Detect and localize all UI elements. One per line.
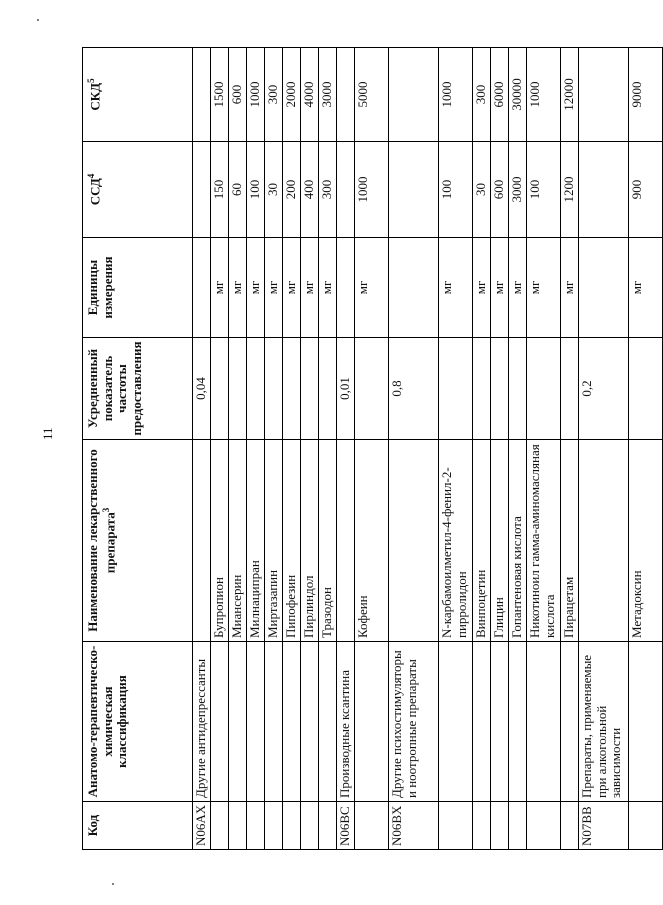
header-ssd-footnote: 4 xyxy=(86,173,96,179)
drug-table xyxy=(82,47,663,850)
cell-unit: мг xyxy=(247,238,265,338)
cell-atc-class xyxy=(561,642,579,802)
cell-frequency xyxy=(283,338,301,440)
cell-frequency xyxy=(265,338,283,440)
cell-code xyxy=(247,802,265,850)
table-row xyxy=(211,48,229,850)
table-row xyxy=(579,48,629,850)
cell-atc-class: Производные ксантина xyxy=(337,642,355,802)
cell-code xyxy=(319,802,337,850)
cell-ssd: 200 xyxy=(283,142,301,238)
cell-drug-name xyxy=(193,440,211,642)
header-skd-text: СКД xyxy=(87,82,103,111)
cell-drug-name: Тразодон xyxy=(319,440,337,642)
table-row xyxy=(629,48,663,850)
cell-unit xyxy=(193,238,211,338)
cell-ssd xyxy=(193,142,211,238)
header-ssd-text: ССД xyxy=(87,178,103,206)
cell-skd xyxy=(389,48,439,142)
cell-ssd: 150 xyxy=(211,142,229,238)
cell-frequency xyxy=(561,338,579,440)
cell-frequency xyxy=(247,338,265,440)
table-header-row xyxy=(83,48,193,850)
cell-code: N07BB xyxy=(579,802,629,850)
cell-frequency xyxy=(355,338,389,440)
cell-drug-name: Никотиноил гамма-аминомасляная кислота xyxy=(527,440,561,642)
cell-ssd: 1200 xyxy=(561,142,579,238)
cell-ssd: 100 xyxy=(527,142,561,238)
cell-drug-name xyxy=(389,440,439,642)
cell-skd xyxy=(193,48,211,142)
cell-code xyxy=(527,802,561,850)
cell-ssd: 1000 xyxy=(355,142,389,238)
cell-atc-class: Другие психостимуляторы и ноотропные препараты xyxy=(389,642,439,802)
cell-code xyxy=(473,802,491,850)
header-ssd xyxy=(83,142,193,238)
cell-ssd: 30 xyxy=(473,142,491,238)
table-row xyxy=(389,48,439,850)
header-skd-footnote: 5 xyxy=(86,78,96,83)
table-body xyxy=(193,48,663,850)
cell-unit: мг xyxy=(629,238,663,338)
cell-atc-class xyxy=(355,642,389,802)
cell-drug-name: Миртазапин xyxy=(265,440,283,642)
table-row xyxy=(229,48,247,850)
table-row xyxy=(355,48,389,850)
cell-code xyxy=(301,802,319,850)
table-row xyxy=(247,48,265,850)
cell-atc-class xyxy=(509,642,527,802)
header-code: Код xyxy=(83,802,193,850)
cell-code: N06AX xyxy=(193,802,211,850)
cell-atc-class xyxy=(301,642,319,802)
cell-ssd: 600 xyxy=(491,142,509,238)
cell-ssd xyxy=(337,142,355,238)
cell-drug-name: Пирлиндол xyxy=(301,440,319,642)
cell-code xyxy=(561,802,579,850)
table-row xyxy=(265,48,283,850)
cell-atc-class xyxy=(283,642,301,802)
cell-ssd: 30 xyxy=(265,142,283,238)
cell-ssd: 900 xyxy=(629,142,663,238)
cell-atc-class xyxy=(439,642,473,802)
table-row xyxy=(283,48,301,850)
cell-frequency xyxy=(473,338,491,440)
cell-skd: 6000 xyxy=(491,48,509,142)
page-number: 11 xyxy=(40,427,55,440)
header-atc: Анатомо-терапевтическо-химическая классификация xyxy=(83,642,193,802)
cell-atc-class xyxy=(527,642,561,802)
cell-ssd: 60 xyxy=(229,142,247,238)
cell-atc-class xyxy=(491,642,509,802)
cell-frequency: 0,2 xyxy=(579,338,629,440)
cell-skd: 3000 xyxy=(319,48,337,142)
cell-frequency xyxy=(301,338,319,440)
cell-ssd xyxy=(579,142,629,238)
cell-skd: 30000 xyxy=(509,48,527,142)
cell-skd: 600 xyxy=(229,48,247,142)
cell-unit: мг xyxy=(509,238,527,338)
cell-drug-name: Глицин xyxy=(491,440,509,642)
cell-drug-name: Кофеин xyxy=(355,440,389,642)
table-row xyxy=(527,48,561,850)
cell-unit: мг xyxy=(491,238,509,338)
cell-skd: 1000 xyxy=(439,48,473,142)
cell-drug-name xyxy=(579,440,629,642)
cell-drug-name: Метадоксин xyxy=(629,440,663,642)
table-row xyxy=(561,48,579,850)
cell-skd: 1000 xyxy=(247,48,265,142)
cell-frequency xyxy=(211,338,229,440)
cell-skd: 9000 xyxy=(629,48,663,142)
cell-code xyxy=(629,802,663,850)
header-drug xyxy=(83,440,193,642)
cell-unit: мг xyxy=(561,238,579,338)
cell-unit xyxy=(579,238,629,338)
cell-skd xyxy=(579,48,629,142)
cell-unit: мг xyxy=(265,238,283,338)
cell-unit xyxy=(389,238,439,338)
table-row xyxy=(337,48,355,850)
cell-ssd: 100 xyxy=(247,142,265,238)
cell-ssd: 3000 xyxy=(509,142,527,238)
cell-ssd xyxy=(389,142,439,238)
header-drug-footnote: 3 xyxy=(100,507,111,513)
table-row xyxy=(319,48,337,850)
cell-unit: мг xyxy=(301,238,319,338)
cell-atc-class xyxy=(473,642,491,802)
cell-skd: 12000 xyxy=(561,48,579,142)
cell-drug-name xyxy=(337,440,355,642)
cell-atc-class xyxy=(265,642,283,802)
table-row xyxy=(491,48,509,850)
cell-drug-name: N-карбамоилметил-4-фенил-2-пирролидон xyxy=(439,440,473,642)
cell-code: N06BX xyxy=(389,802,439,850)
cell-atc-class xyxy=(247,642,265,802)
cell-code xyxy=(355,802,389,850)
cell-unit: мг xyxy=(211,238,229,338)
table-row xyxy=(509,48,527,850)
cell-code xyxy=(509,802,527,850)
rotated-table-area xyxy=(82,48,644,850)
cell-atc-class: Препараты, применяемые при алкогольной зависимости xyxy=(579,642,629,802)
cell-ssd: 400 xyxy=(301,142,319,238)
cell-frequency: 0,8 xyxy=(389,338,439,440)
scan-speck xyxy=(112,883,114,885)
cell-code xyxy=(211,802,229,850)
cell-frequency xyxy=(439,338,473,440)
cell-frequency xyxy=(319,338,337,440)
cell-skd: 300 xyxy=(265,48,283,142)
cell-atc-class xyxy=(211,642,229,802)
cell-frequency xyxy=(229,338,247,440)
cell-skd xyxy=(337,48,355,142)
cell-skd: 1500 xyxy=(211,48,229,142)
cell-skd: 1000 xyxy=(527,48,561,142)
header-frequency: Усредненный показатель частоты предоставления xyxy=(83,338,193,440)
cell-unit: мг xyxy=(527,238,561,338)
cell-atc-class xyxy=(229,642,247,802)
cell-unit: мг xyxy=(229,238,247,338)
cell-skd: 2000 xyxy=(283,48,301,142)
cell-frequency xyxy=(527,338,561,440)
cell-atc-class: Другие антидепрессанты xyxy=(193,642,211,802)
cell-drug-name: Милнаципран xyxy=(247,440,265,642)
cell-code xyxy=(439,802,473,850)
cell-drug-name: Пирацетам xyxy=(561,440,579,642)
cell-unit: мг xyxy=(473,238,491,338)
cell-unit: мг xyxy=(355,238,389,338)
cell-drug-name: Винпоцетин xyxy=(473,440,491,642)
cell-atc-class xyxy=(319,642,337,802)
header-skd xyxy=(83,48,193,142)
cell-code xyxy=(265,802,283,850)
table-row xyxy=(439,48,473,850)
cell-drug-name: Гопантеновая кислота xyxy=(509,440,527,642)
cell-frequency xyxy=(509,338,527,440)
cell-unit: мг xyxy=(319,238,337,338)
table-row xyxy=(473,48,491,850)
cell-drug-name: Миансерин xyxy=(229,440,247,642)
cell-drug-name: Бупропион xyxy=(211,440,229,642)
cell-ssd: 300 xyxy=(319,142,337,238)
cell-code xyxy=(229,802,247,850)
cell-frequency xyxy=(629,338,663,440)
cell-frequency: 0,04 xyxy=(193,338,211,440)
table-row xyxy=(301,48,319,850)
cell-atc-class xyxy=(629,642,663,802)
cell-unit: мг xyxy=(283,238,301,338)
scan-speck xyxy=(37,19,39,21)
cell-frequency xyxy=(491,338,509,440)
cell-skd: 4000 xyxy=(301,48,319,142)
header-unit: Единицы измерения xyxy=(83,238,193,338)
cell-code: N06BC xyxy=(337,802,355,850)
cell-unit xyxy=(337,238,355,338)
cell-drug-name: Пипофезин xyxy=(283,440,301,642)
cell-frequency: 0,01 xyxy=(337,338,355,440)
table-row xyxy=(193,48,211,850)
cell-ssd: 100 xyxy=(439,142,473,238)
cell-code xyxy=(283,802,301,850)
cell-code xyxy=(491,802,509,850)
cell-unit: мг xyxy=(439,238,473,338)
cell-skd: 300 xyxy=(473,48,491,142)
header-drug-text: Наименование лекарственного препарата xyxy=(85,449,117,632)
cell-skd: 5000 xyxy=(355,48,389,142)
